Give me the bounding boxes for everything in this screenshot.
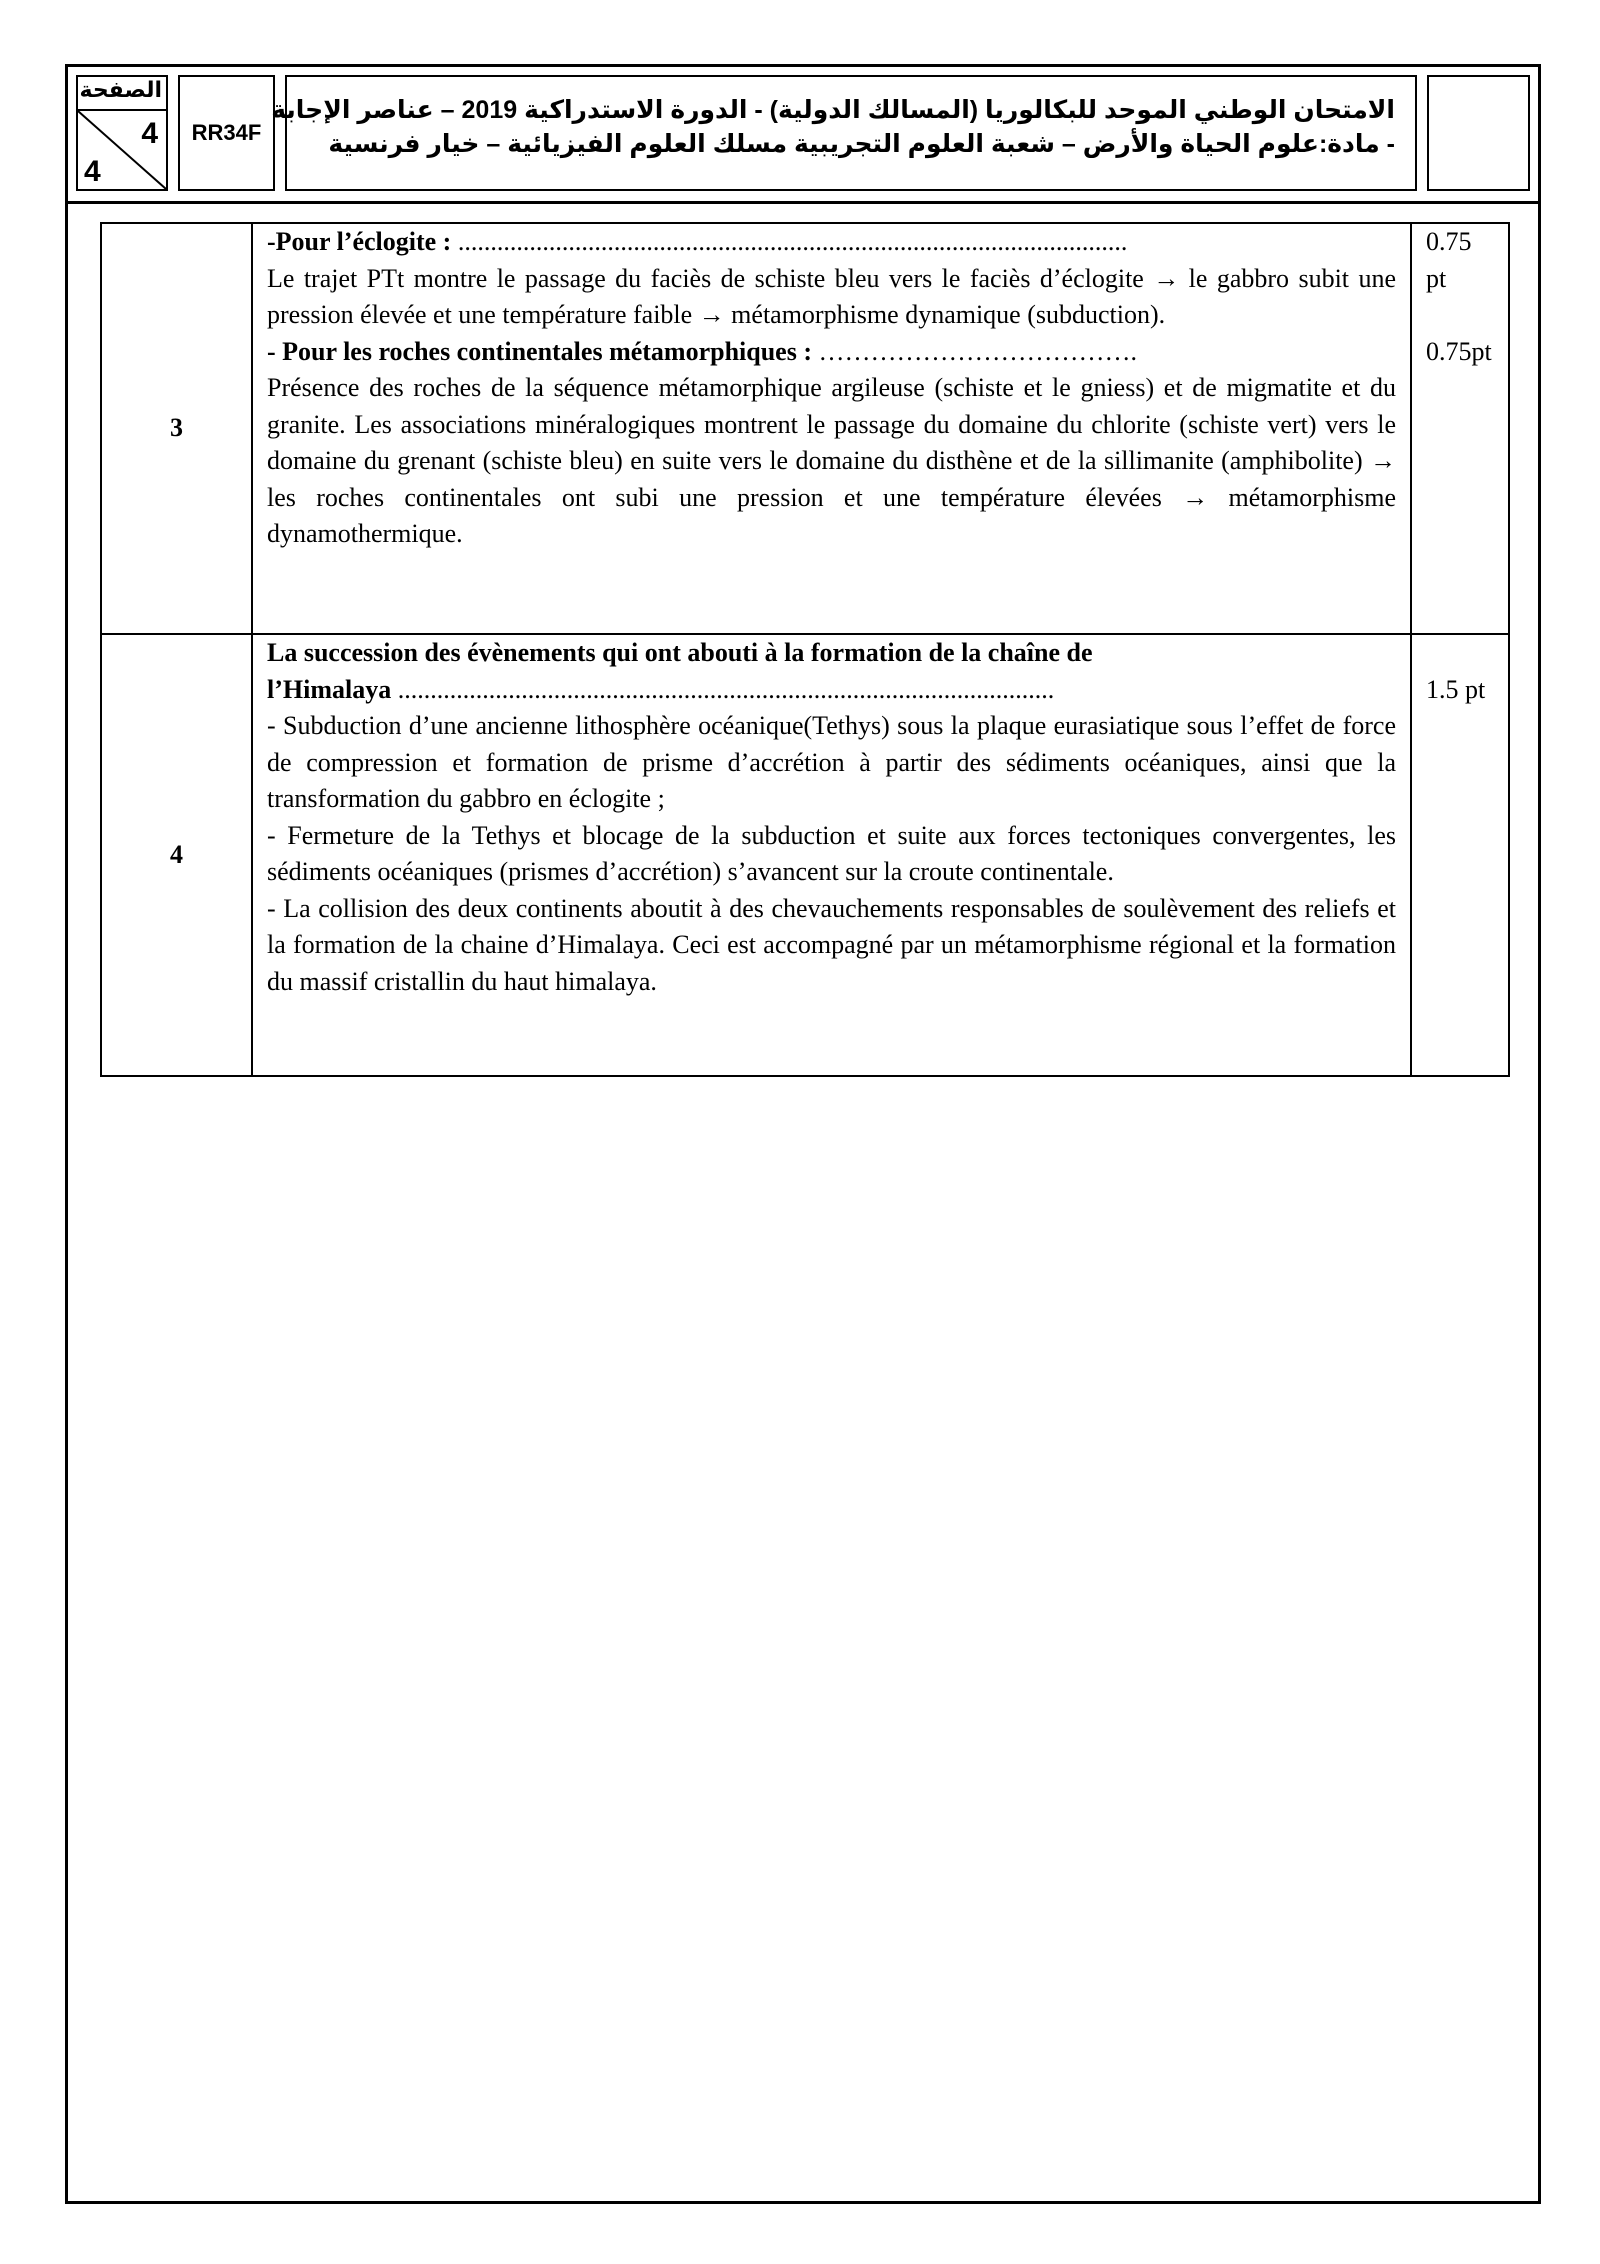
- answer-block: [267, 224, 1396, 261]
- page-label: الصفحة: [79, 77, 162, 102]
- answer-heading: -Pour l’éclogite :: [267, 227, 458, 256]
- question-number: 4: [101, 634, 252, 1076]
- points-value: 0.75 pt: [1426, 227, 1472, 293]
- answer-paragraph: - Fermeture de la Tethys et blocage de la subduction et suite aux forces tectoniques convergentes, les sédiments océaniques (prismes d’accrétion) s’avancent sur la croute continentale.: [267, 820, 1396, 886]
- dotted-leader: .....................................................................................................: [391, 674, 1055, 704]
- page-number: 4: [141, 117, 158, 150]
- answer-text: [252, 634, 1411, 1076]
- answer-paragraph: - La collision des deux continents aboutit à des chevauchements responsables de soulèvement des reliefs et la formation de la chaine d’Himalaya. Ceci est accompagné par un métamorphisme régional et la formation du massif cristallin du haut himalaya.: [267, 893, 1396, 996]
- points-cell: [1411, 634, 1509, 1076]
- exam-code: RR34F: [178, 75, 275, 191]
- points-value: 1.5 pt: [1426, 674, 1486, 704]
- exam-title: [271, 75, 1417, 191]
- question-number: 3: [101, 223, 252, 634]
- table-row: [101, 634, 1509, 1076]
- answer-text: [252, 223, 1411, 634]
- answers-table: [100, 222, 1510, 1077]
- answer-paragraph: - Subduction d’une ancienne lithosphère océanique(Tethys) sous la plaque eurasiatique sous l’effet de force de compression et formation de prisme d’accrétion à partir des sédiments océaniques, ainsi que la transformation du gabbro en éclogite ;: [267, 711, 1396, 813]
- spacer: [1426, 297, 1498, 334]
- blank-box: [1427, 75, 1530, 191]
- answer-heading: La succession des évènements qui ont abouti à la formation de la chaîne de: [267, 638, 1093, 667]
- answer-heading: l’Himalaya: [267, 674, 392, 704]
- page-total: 4: [84, 155, 101, 188]
- answer-paragraph: Le trajet PTt montre le passage du faciès de schiste bleu vers le faciès d’éclogite → le gabbro subit une pression élevée et une température faible → métamorphisme dynamique (subduction).: [267, 263, 1396, 329]
- dotted-leader: ……………………………….: [818, 336, 1137, 366]
- answer-paragraph: Présence des roches de la séquence métamorphique argileuse (schiste et le gniess) et de migmatite et du granite. Les associations minéralogiques montrent le passage du domaine du chlorite (schiste vert) vers le domaine du grenant (schiste bleu) en suite vers le domaine du disthène et de la sillimanite (amphibolite) → les roches continentales ont subi une pression et une température élevées → métamorphisme dynamothermique.: [267, 373, 1396, 548]
- table-row: [101, 223, 1509, 634]
- points-value: 0.75pt: [1426, 336, 1492, 366]
- dotted-leader: .......................................................................................................: [457, 227, 1128, 256]
- exam-header: [68, 67, 1538, 204]
- answer-block: [267, 672, 1396, 709]
- page-indicator: [76, 75, 168, 191]
- spacer: [1426, 635, 1498, 672]
- answer-block: [267, 334, 1396, 371]
- exam-title-line-2: - مادة:علوم الحياة والأرض – شعبة العلوم التجريبية مسلك العلوم الفيزيائية – خيار فرنسية: [328, 130, 1395, 158]
- points-cell: [1411, 223, 1509, 634]
- answer-heading: - Pour les roches continentales métamorphiques :: [267, 336, 819, 366]
- exam-title-line-1: الامتحان الوطني الموحد للبكالوريا (المسالك الدولية) - الدورة الاستدراكية 2019 – عناصر الإجابة: [271, 96, 1395, 124]
